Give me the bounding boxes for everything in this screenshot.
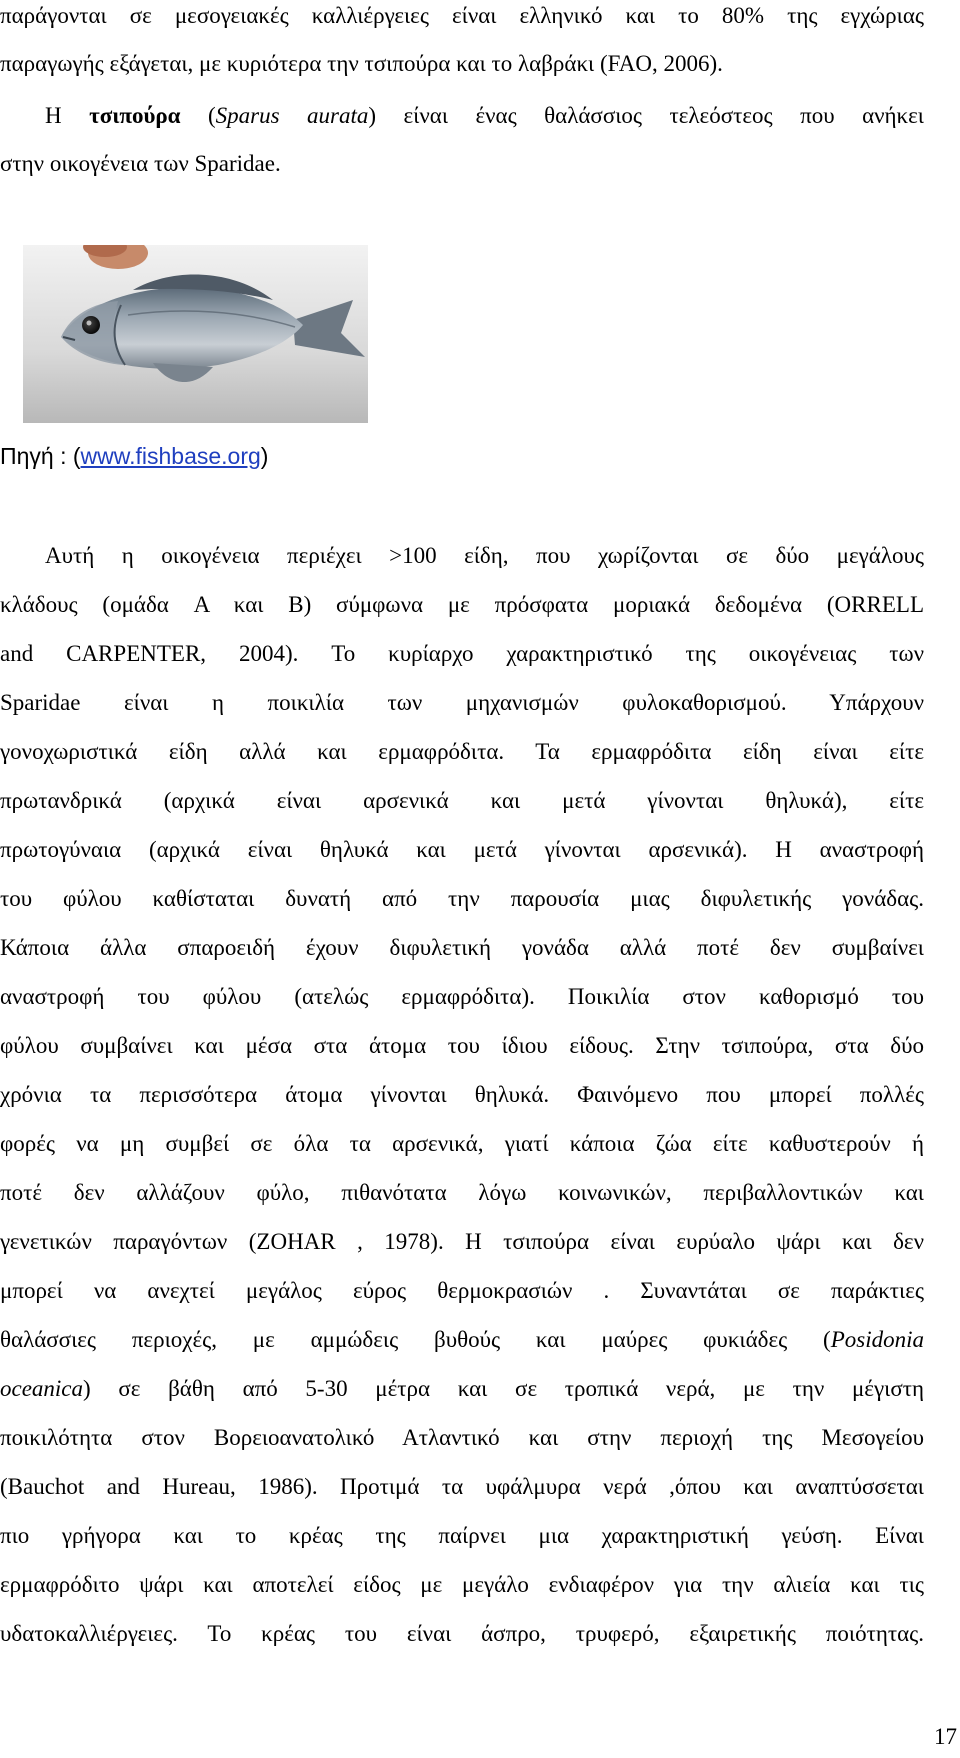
source-close: ) [260,443,269,469]
posidonia-genus: Posidonia [830,1327,924,1352]
paragraph-line: πρωτογύναια (αρχικά είναι θηλυκά και μετά γίνονται αρσενικά). Η αναστροφή [0,837,924,862]
intro-line-3 [45,101,924,131]
paragraph-line: γονοχωριστικά είδη αλλά και ερμαφρόδιτα. Τα ερμαφρόδιτα είδη είναι είτε [0,739,924,764]
paragraph-line: and CARPENTER, 2004). Το κυρίαρχο χαρακτηριστικό της οικογένειας των [0,641,924,666]
paragraph-line: χρόνια τα περισσότερα άτομα γίνονται θηλυκά. Φαινόμενο που μπορεί πολλές [0,1082,924,1107]
paragraph-line: του φύλου καθίσταται δυνατή από την παρουσία μιας διφυλετικής γονάδας. [0,886,924,911]
species-common-name: τσιπούρα [89,103,181,128]
paragraph-line: Sparidae είναι η ποικιλία των μηχανισμών φυλοκαθορισμού. Υπάρχουν [0,690,924,715]
paragraph-line: ποτέ δεν αλλάζουν φύλο, πιθανότατα λόγω κοινωνικών, περιβαλλοντικών και [0,1180,924,1205]
paragraph-line: Κάποια άλλα σπαροειδή έχουν διφυλετική γονάδα αλλά ποτέ δεν συμβαίνει [0,935,924,960]
intro-line-3-paren: ( [180,103,216,128]
paragraph-line: μπορεί να ανεχτεί μεγάλος εύρος θερμοκρασιών . Συναντάται σε παράκτιες [0,1278,924,1303]
intro-line-4: στην οικογένεια των Sparidae. [0,151,281,176]
paragraph-line: πρωτανδρικά (αρχικά είναι αρσενικά και μετά γίνονται θηλυκά), είτε [0,788,924,813]
line17-text: θαλάσσιες περιοχές, με αμμώδεις βυθούς και μαύρες φυκιάδες ( [0,1327,831,1352]
paragraph-line: ποικιλότητα στον Βορειοανατολικό Ατλαντικό και στην περιοχή της Μεσογείου [0,1425,924,1450]
paragraph-line: ερμαφρόδιτο ψάρι και αποτελεί είδος με μεγάλο ενδιαφέρον για την αλιεία και τις [0,1572,924,1597]
paragraph-line [0,1325,924,1355]
intro-line-1: παράγονται σε μεσογειακές καλλιέργειες είναι ελληνικό και το 80% της εγχώριας [0,3,924,28]
figure-source [0,441,268,471]
intro-line-3-start: Η [45,103,90,128]
page-number: 17 [934,1724,957,1749]
paragraph-line: γενετικών παραγόντων (ZOHAR , 1978). Η τσιπούρα είναι ευρύαλο ψάρι και δεν [0,1229,924,1254]
source-label: Πηγή : ( [0,443,81,469]
paragraph-line: (Bauchot and Hureau, 1986). Προτιμά τα υφάλμυρα νερά ,όπου και αναπτύσσεται [0,1474,924,1499]
paragraph-line: αναστροφή του φύλου (ατελώς ερμαφρόδιτα). Ποικιλία στον καθορισμό του [0,984,924,1009]
line18-text: ) σε βάθη από 5-30 μέτρα και σε τροπικά νερά, με την μέγιστη [83,1376,924,1401]
paragraph-line: φύλου συμβαίνει και μέσα στα άτομα του ίδιου είδους. Στην τσιπούρα, στα δύο [0,1033,924,1058]
paragraph-line: φορές να μη συμβεί σε όλα τα αρσενικά, γιατί κάποια ζώα είτε καθυστερούν ή [0,1131,924,1156]
fish-photo [23,245,368,423]
paragraph-line: πιο γρήγορα και το κρέας της παίρνει μια χαρακτηριστική γεύση. Είναι [0,1523,924,1548]
intro-line-2: παραγωγής εξάγεται, με κυριότερα την τσιπούρα και το λαβράκι (FAO, 2006). [0,51,723,76]
intro-line-3-end: ) είναι ένας θαλάσσιος τελεόστεος που ανήκει [368,103,924,128]
paragraph-line [0,1374,924,1404]
fishbase-link[interactable]: www.fishbase.org [80,443,261,469]
paragraph-line: Αυτή η οικογένεια περιέχει >100 είδη, που χωρίζονται σε δύο μεγάλους [45,543,924,568]
posidonia-species: oceanica [0,1376,84,1401]
paragraph-line: υδατοκαλλιέργειες. Το κρέας του είναι άσπρο, τρυφερό, εξαιρετικής ποιότητας. [0,1621,924,1646]
species-latin-name: Sparus aurata [215,103,369,128]
paragraph-line: κλάδους (ομάδα A και B) σύμφωνα με πρόσφατα μοριακά δεδομένα (ORRELL [0,592,924,617]
